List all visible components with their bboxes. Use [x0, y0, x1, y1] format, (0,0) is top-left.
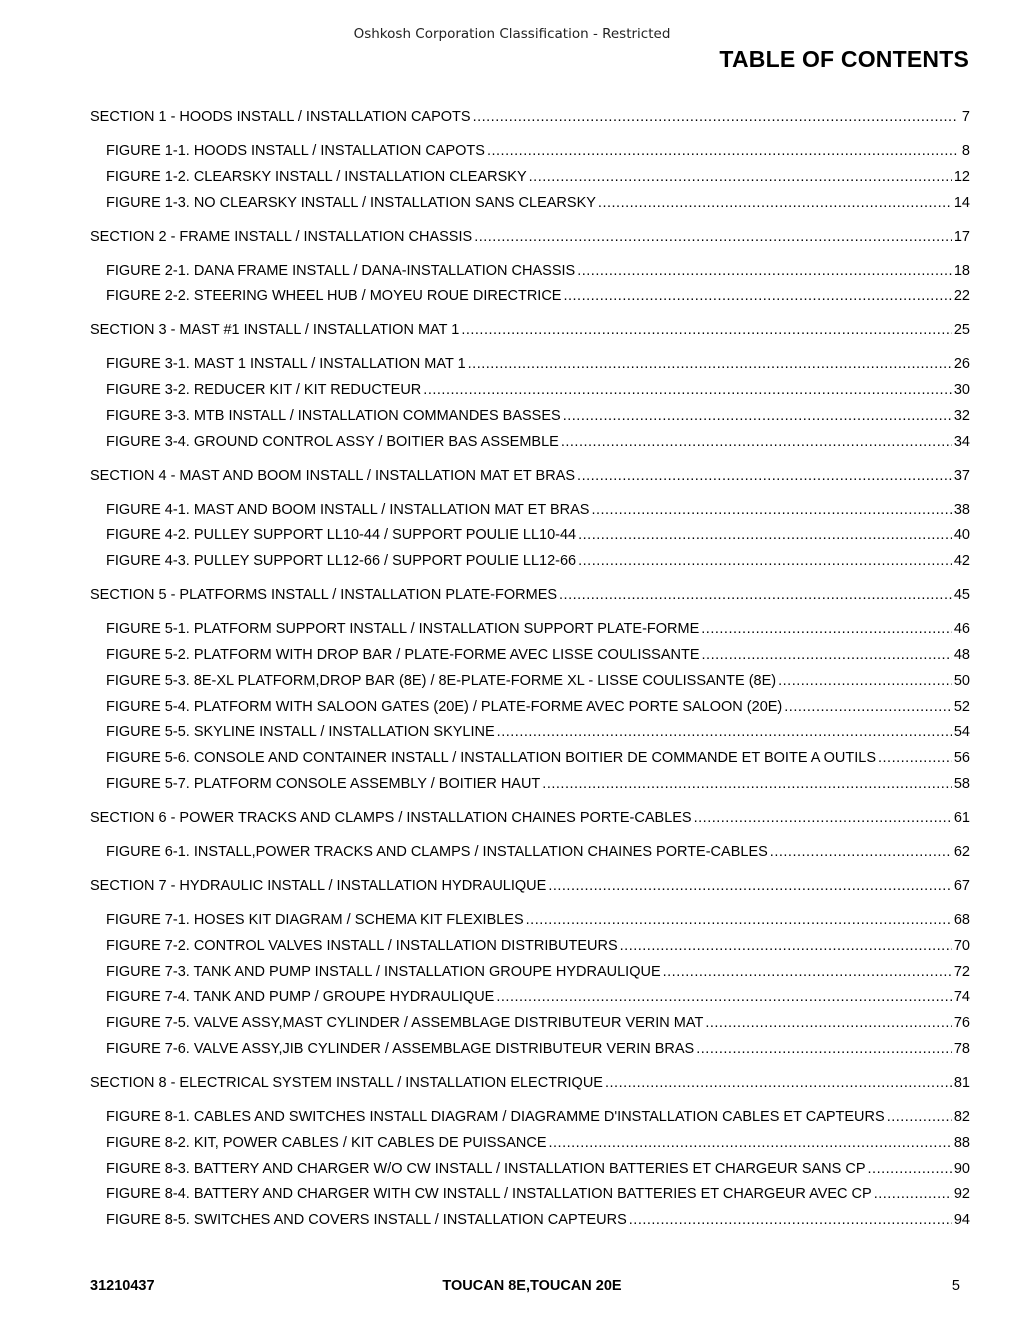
toc-figure-entry[interactable]	[90, 165, 970, 191]
toc-entry-label: FIGURE 3-3. MTB INSTALL / INSTALLATION COMMANDES BASSES	[106, 407, 561, 424]
dot-leader	[473, 105, 958, 131]
toc-entry-page: 76	[953, 1015, 970, 1032]
dot-leader	[578, 549, 952, 575]
toc-entry-page: 52	[953, 698, 970, 715]
dot-leader	[868, 1157, 952, 1183]
dot-leader	[778, 669, 952, 695]
dot-leader	[468, 352, 952, 378]
toc-figure-entry[interactable]	[90, 695, 970, 721]
toc-entry-page: 61	[953, 810, 970, 826]
dot-leader	[770, 840, 952, 866]
toc-figure-entry[interactable]	[90, 191, 970, 217]
dot-leader	[887, 1105, 952, 1131]
dot-leader	[559, 583, 952, 609]
toc-entry-label: SECTION 4 - MAST AND BOOM INSTALL / INSTALLATION MAT ET BRAS	[90, 467, 576, 484]
toc-figure-entry[interactable]	[90, 259, 970, 285]
toc-entry-page: 45	[953, 587, 970, 604]
toc-entry-page: 81	[953, 1074, 970, 1091]
document-number: 31210437	[90, 1278, 155, 1294]
dot-leader	[563, 284, 951, 310]
toc-figure-entry[interactable]	[90, 934, 970, 960]
toc-figure-entry[interactable]	[90, 960, 970, 986]
dot-leader	[496, 985, 952, 1011]
toc-entry-label: FIGURE 8-3. BATTERY AND CHARGER W/O CW INSTALL / INSTALLATION BATTERIES ET CHARGEUR SANS CP	[106, 1160, 866, 1177]
toc-figure-entry[interactable]	[90, 908, 970, 934]
toc-entry-page: 56	[953, 750, 970, 767]
toc-figure-entry[interactable]	[90, 1182, 970, 1208]
toc-entry-label: FIGURE 7-3. TANK AND PUMP INSTALL / INSTALLATION GROUPE HYDRAULIQUE	[106, 963, 661, 980]
toc-entry-label: FIGURE 5-3. 8E-XL PLATFORM,DROP BAR (8E) / 8E-PLATE-FORME XL - LISSE COULISSANTE (8E)	[106, 672, 777, 689]
toc-entry-page: 42	[953, 553, 970, 570]
toc-entry-label: FIGURE 7-1. HOSES KIT DIAGRAM / SCHEMA KIT FLEXIBLES	[106, 911, 524, 928]
toc-entry-label: SECTION 2 - FRAME INSTALL / INSTALLATION CHASSIS	[90, 228, 473, 245]
toc-entry-page: 34	[953, 433, 970, 450]
page-footer	[90, 1278, 960, 1298]
toc-figure-entry[interactable]	[90, 1011, 970, 1037]
dot-leader	[529, 165, 952, 191]
toc-entry-label: FIGURE 5-6. CONSOLE AND CONTAINER INSTALL / INSTALLATION BOITIER DE COMMANDE ET BOITE A OUTILS	[106, 750, 876, 767]
toc-entry-label: FIGURE 2-2. STEERING WHEEL HUB / MOYEU ROUE DIRECTRICE	[106, 288, 562, 305]
dot-leader	[605, 1071, 952, 1097]
toc-figure-entry[interactable]	[90, 746, 970, 772]
toc-figure-entry[interactable]	[90, 378, 970, 404]
toc-entry-label: SECTION 8 - ELECTRICAL SYSTEM INSTALL / INSTALLATION ELECTRIQUE	[90, 1074, 603, 1091]
toc-figure-entry[interactable]	[90, 1105, 970, 1131]
toc-entry-page: 46	[953, 621, 970, 638]
dot-leader	[701, 617, 952, 643]
toc-entry-label: FIGURE 3-1. MAST 1 INSTALL / INSTALLATION MAT 1	[106, 356, 466, 373]
page-number: 5	[951, 1278, 960, 1294]
dot-leader	[577, 259, 952, 285]
toc-entry-page: 7	[961, 109, 970, 125]
toc-entry-label: FIGURE 7-5. VALVE ASSY,MAST CYLINDER / ASSEMBLAGE DISTRIBUTEUR VERIN MAT	[106, 1015, 704, 1032]
toc-section-entry[interactable]	[90, 464, 970, 490]
toc-section-entry[interactable]	[90, 105, 970, 131]
table-of-contents	[90, 105, 970, 1234]
toc-entry-page: 32	[953, 407, 970, 424]
toc-figure-entry[interactable]	[90, 1208, 970, 1234]
classification-banner: Oshkosh Corporation Classification - Restricted	[353, 26, 671, 42]
toc-entry-label: SECTION 5 - PLATFORMS INSTALL / INSTALLATION PLATE-FORMES	[90, 587, 558, 604]
toc-entry-label: SECTION 3 - MAST #1 INSTALL / INSTALLATION MAT 1	[90, 322, 460, 339]
dot-leader	[696, 1037, 952, 1063]
toc-section-entry[interactable]	[90, 874, 970, 900]
toc-figure-entry[interactable]	[90, 772, 970, 798]
toc-entry-page: 12	[953, 168, 970, 185]
toc-entry-label: FIGURE 6-1. INSTALL,POWER TRACKS AND CLAMPS / INSTALLATION CHAINES PORTE-CABLES	[106, 843, 768, 860]
dot-leader	[561, 430, 952, 456]
dot-leader	[548, 874, 952, 900]
toc-figure-entry[interactable]	[90, 985, 970, 1011]
toc-entry-label: SECTION 7 - HYDRAULIC INSTALL / INSTALLATION HYDRAULIQUE	[90, 877, 547, 894]
toc-entry-page: 92	[953, 1186, 970, 1203]
toc-figure-entry[interactable]	[90, 430, 970, 456]
dot-leader	[474, 225, 952, 251]
toc-entry-label: FIGURE 4-3. PULLEY SUPPORT LL12-66 / SUPPORT POULIE LL12-66	[106, 553, 577, 570]
toc-figure-entry[interactable]	[90, 1157, 970, 1183]
dot-leader	[423, 378, 952, 404]
dot-leader	[526, 908, 952, 934]
toc-entry-page: 68	[953, 911, 970, 928]
toc-figure-entry[interactable]	[90, 617, 970, 643]
toc-entry-page: 62	[953, 843, 970, 860]
toc-figure-entry[interactable]	[90, 1037, 970, 1063]
toc-entry-label: FIGURE 4-1. MAST AND BOOM INSTALL / INSTALLATION MAT ET BRAS	[106, 501, 590, 518]
toc-figure-entry[interactable]	[90, 523, 970, 549]
dot-leader	[629, 1208, 952, 1234]
toc-entry-page: 22	[953, 288, 970, 305]
toc-figure-entry[interactable]	[90, 643, 970, 669]
page-title: TABLE OF CONTENTS	[719, 46, 969, 72]
toc-section-entry[interactable]	[90, 225, 970, 251]
toc-entry-label: FIGURE 5-7. PLATFORM CONSOLE ASSEMBLY / BOITIER HAUT	[106, 776, 541, 793]
toc-entry-label: FIGURE 4-2. PULLEY SUPPORT LL10-44 / SUPPORT POULIE LL10-44	[106, 527, 577, 544]
toc-entry-page: 48	[953, 647, 970, 664]
toc-entry-label: FIGURE 7-4. TANK AND PUMP / GROUPE HYDRAULIQUE	[106, 989, 495, 1006]
toc-entry-label: FIGURE 8-5. SWITCHES AND COVERS INSTALL / INSTALLATION CAPTEURS	[106, 1212, 627, 1229]
dot-leader	[784, 695, 952, 721]
dot-leader	[578, 523, 952, 549]
toc-entry-label: FIGURE 8-4. BATTERY AND CHARGER WITH CW INSTALL / INSTALLATION BATTERIES ET CHARGEUR AVEC CP	[106, 1186, 872, 1203]
dot-leader	[497, 720, 952, 746]
dot-leader	[487, 139, 958, 165]
toc-entry-label: FIGURE 5-4. PLATFORM WITH SALOON GATES (20E) / PLATE-FORME AVEC PORTE SALOON (20E)	[106, 698, 783, 715]
toc-figure-entry[interactable]	[90, 720, 970, 746]
dot-leader	[591, 498, 951, 524]
dot-leader	[542, 772, 952, 798]
toc-entry-page: 74	[953, 989, 970, 1006]
toc-figure-entry[interactable]	[90, 669, 970, 695]
toc-section-entry[interactable]	[90, 583, 970, 609]
toc-figure-entry[interactable]	[90, 498, 970, 524]
toc-entry-page: 8	[961, 142, 970, 159]
dot-leader	[563, 404, 952, 430]
dot-leader	[620, 934, 952, 960]
toc-entry-page: 30	[953, 382, 970, 399]
toc-entry-page: 25	[953, 322, 970, 339]
toc-figure-entry[interactable]	[90, 549, 970, 575]
dot-leader	[874, 1182, 952, 1208]
toc-figure-entry[interactable]	[90, 404, 970, 430]
toc-entry-label: FIGURE 7-2. CONTROL VALVES INSTALL / INSTALLATION DISTRIBUTEURS	[106, 937, 618, 954]
toc-entry-label: FIGURE 1-1. HOODS INSTALL / INSTALLATION CAPOTS	[106, 142, 485, 159]
toc-entry-label: SECTION 6 - POWER TRACKS AND CLAMPS / INSTALLATION CHAINES PORTE-CABLES	[90, 810, 692, 826]
toc-section-entry[interactable]	[90, 806, 970, 832]
model-name: TOUCAN 8E,TOUCAN 20E	[442, 1278, 622, 1294]
dot-leader	[663, 960, 952, 986]
toc-entry-page: 17	[953, 228, 970, 245]
dot-leader	[694, 806, 952, 832]
toc-entry-page: 90	[953, 1160, 970, 1177]
toc-figure-entry[interactable]	[90, 840, 970, 866]
toc-entry-page: 26	[953, 356, 970, 373]
toc-entry-label: FIGURE 5-2. PLATFORM WITH DROP BAR / PLATE-FORME AVEC LISSE COULISSANTE	[106, 647, 700, 664]
toc-entry-page: 40	[953, 527, 970, 544]
dot-leader	[702, 643, 952, 669]
dot-leader	[461, 318, 952, 344]
toc-entry-label: FIGURE 3-4. GROUND CONTROL ASSY / BOITIER BAS ASSEMBLE	[106, 433, 559, 450]
toc-entry-page: 70	[953, 937, 970, 954]
dot-leader	[549, 1131, 952, 1157]
toc-entry-page: 88	[953, 1134, 970, 1151]
dot-leader	[878, 746, 952, 772]
toc-section-entry[interactable]	[90, 318, 970, 344]
toc-entry-page: 78	[953, 1040, 970, 1057]
toc-entry-label: FIGURE 5-5. SKYLINE INSTALL / INSTALLATION SKYLINE	[106, 724, 495, 741]
toc-entry-label: FIGURE 1-3. NO CLEARSKY INSTALL / INSTALLATION SANS CLEARSKY	[106, 194, 596, 211]
toc-entry-label: FIGURE 8-2. KIT, POWER CABLES / KIT CABLES DE PUISSANCE	[106, 1134, 547, 1151]
toc-entry-label: FIGURE 2-1. DANA FRAME INSTALL / DANA-INSTALLATION CHASSIS	[106, 262, 576, 279]
toc-entry-page: 54	[953, 724, 970, 741]
toc-entry-page: 38	[953, 501, 970, 518]
toc-figure-entry[interactable]	[90, 139, 970, 165]
toc-figure-entry[interactable]	[90, 284, 970, 310]
toc-entry-label: FIGURE 7-6. VALVE ASSY,JIB CYLINDER / ASSEMBLAGE DISTRIBUTEUR VERIN BRAS	[106, 1040, 695, 1057]
toc-figure-entry[interactable]	[90, 1131, 970, 1157]
toc-entry-page: 18	[953, 262, 970, 279]
toc-entry-page: 82	[953, 1108, 970, 1125]
toc-entry-label: FIGURE 1-2. CLEARSKY INSTALL / INSTALLATION CLEARSKY	[106, 168, 527, 185]
toc-entry-page: 14	[953, 194, 970, 211]
toc-entry-label: SECTION 1 - HOODS INSTALL / INSTALLATION CAPOTS	[90, 109, 471, 125]
toc-entry-page: 67	[953, 877, 970, 894]
dot-leader	[705, 1011, 952, 1037]
dot-leader	[598, 191, 952, 217]
toc-figure-entry[interactable]	[90, 352, 970, 378]
dot-leader	[577, 464, 952, 490]
toc-entry-page: 72	[953, 963, 970, 980]
toc-entry-page: 50	[953, 672, 970, 689]
toc-entry-page: 94	[953, 1212, 970, 1229]
toc-entry-label: FIGURE 8-1. CABLES AND SWITCHES INSTALL DIAGRAM / DIAGRAMME D'INSTALLATION CABLES ET CAPTEURS	[106, 1108, 885, 1125]
toc-section-entry[interactable]	[90, 1071, 970, 1097]
toc-entry-page: 58	[953, 776, 970, 793]
toc-entry-label: FIGURE 3-2. REDUCER KIT / KIT REDUCTEUR	[106, 382, 422, 399]
toc-entry-label: FIGURE 5-1. PLATFORM SUPPORT INSTALL / INSTALLATION SUPPORT PLATE-FORME	[106, 621, 700, 638]
toc-entry-page: 37	[953, 467, 970, 484]
